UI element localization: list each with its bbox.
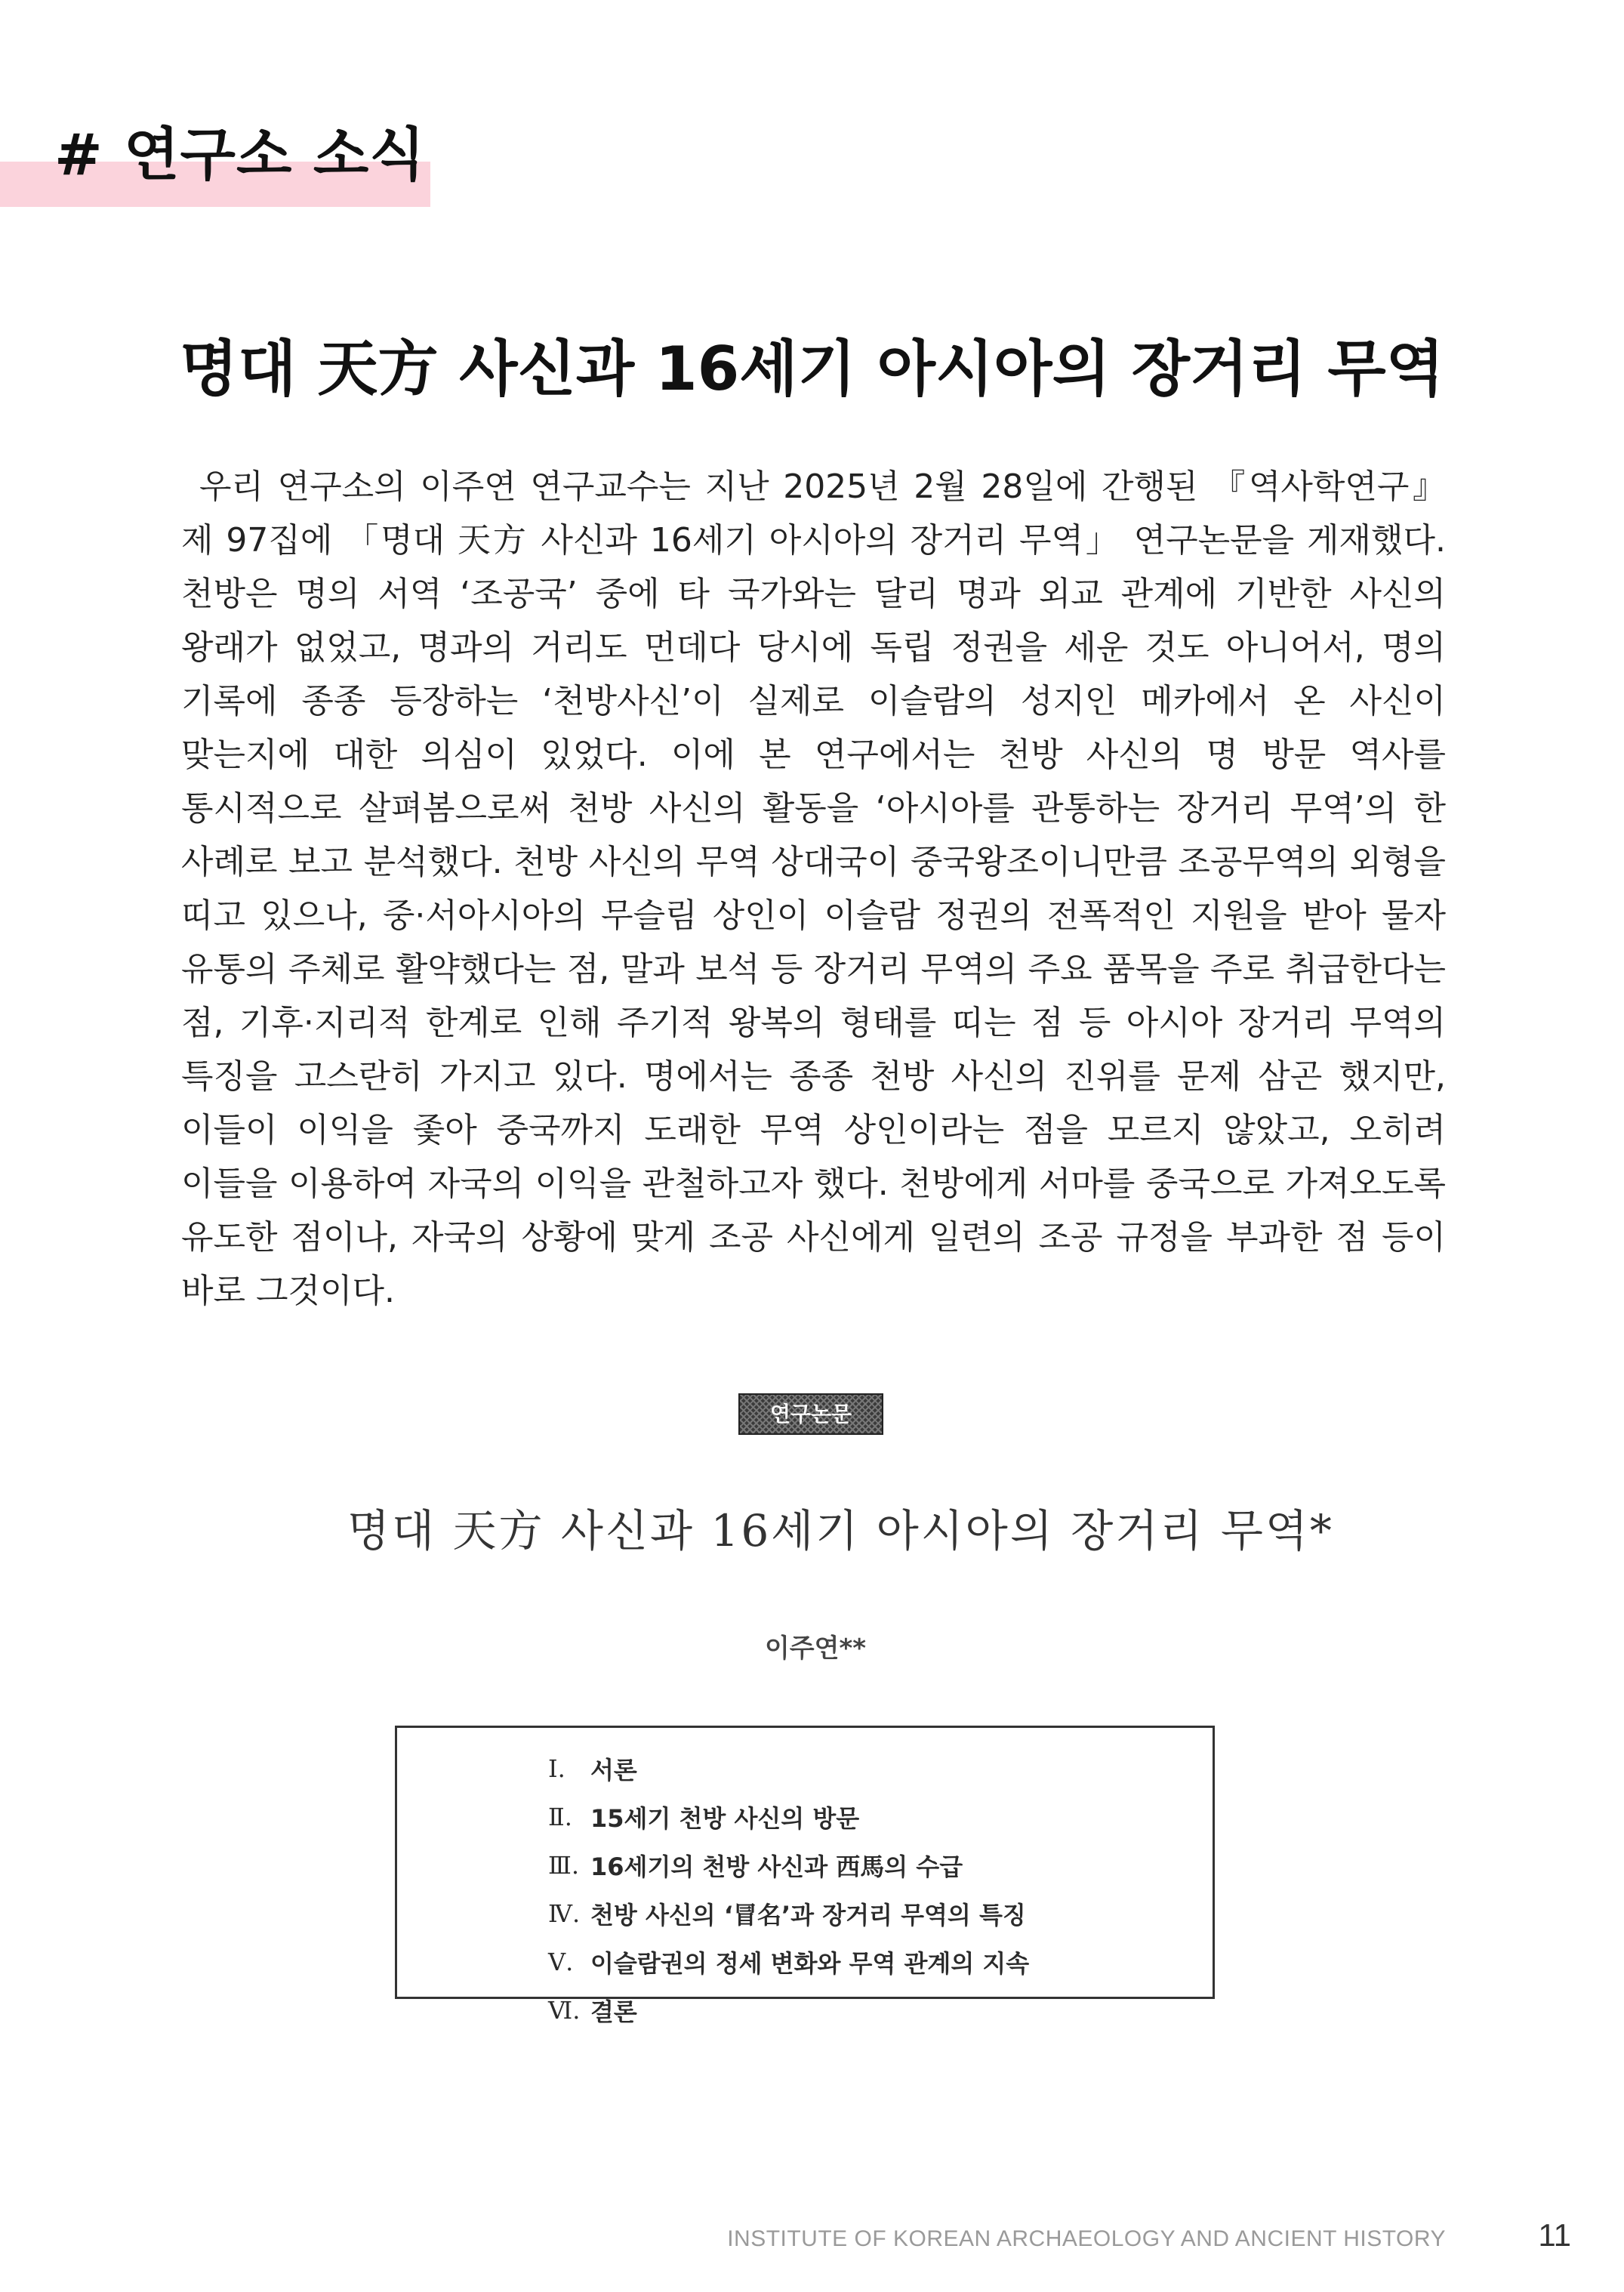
section-tag-label: # 연구소 소식 bbox=[54, 121, 426, 188]
toc-item bbox=[548, 1986, 1029, 2034]
toc-item bbox=[548, 1793, 1029, 1841]
table-of-contents bbox=[395, 1726, 1215, 2026]
paper-title: 명대 天方 사신과 16세기 아시아의 장거리 무역* bbox=[347, 1505, 1334, 1556]
toc-item-number: Ⅱ. bbox=[548, 1803, 572, 1831]
toc-item-label: 결론 bbox=[590, 1997, 637, 2026]
toc-item bbox=[548, 1938, 1029, 1986]
toc-item-number: Ⅰ. bbox=[548, 1754, 565, 1783]
article-title: 명대 天方 사신과 16세기 아시아의 장거리 무역 bbox=[180, 333, 1444, 404]
toc-item-label: 서론 bbox=[590, 1756, 637, 1785]
paper-type-badge: 연구논문 bbox=[738, 1393, 883, 1435]
toc-item bbox=[548, 1744, 1029, 1793]
toc-item-label: 천방 사신의 ‘冒名’과 장거리 무역의 특징 bbox=[590, 1901, 1026, 1930]
toc-item bbox=[548, 1841, 1029, 1889]
section-tag bbox=[0, 98, 430, 211]
toc-item-label: 15세기 천방 사신의 방문 bbox=[590, 1804, 860, 1833]
paper-scan bbox=[347, 1374, 1334, 2054]
article-body-text: 우리 연구소의 이주연 연구교수는 지난 2025년 2월 28일에 간행된 『역사학연구』 제 97집에 「명대 天方 사신과 16세기 아시아의 장거리 무역」 연구논문을 게재했다. 천방은 명의 서역 ‘조공국’ 중에 타 국가와는 달리 명과 외교 관계에 기반한 사신의 왕래가 없었고, 명과의 거리도 먼데다 당시에 독립 정권을 세운 것도 아니어서, 명의 기록에 종종 등장하는 ‘천방사신’이 실제로 이슬람의 성지인 메카에서 온 사신이 맞는지에 대한 의심이 있었다. 이에 본 연구에서는 천방 사신의 명 방문 역사를 통시적으로 살펴봄으로써 천방 사신의 활동을 ‘아시아를 관통하는 장거리 무역’의 한 사례로 보고 분석했다. 천방 사신의 무역 상대국이 중국왕조이니만큼 조공무역의 외형을 띠고 있으나, 중·서아시아의 무슬림 상인이 이슬람 정권의 전폭적인 지원을 받아 물자 유통의 주체로 활약했다는 점, 말과 보석 등 장거리 무역의 주요 품목을 주로 취급한다는 점, 기후·지리적 한계로 인해 주기적 왕복의 형태를 띠는 점 등 아시아 장거리 무역의 특징을 고스란히 가지고 있다. 명에서는 종종 천방 사신의 진위를 문제 삼곤 했지만, 이들이 이익을 좇아 중국까지 도래한 무역 상인이라는 점을 모르지 않았고, 오히려 이들을 이용하여 자국의 이익을 관철하고자 했다. 천방에게 서마를 중국으로 가져오도록 유도한 점이나, 자국의 상황에 맞게 조공 사신에게 일련의 조공 규정을 부과한 점 등이 바로 그것이다. bbox=[181, 467, 1447, 1310]
toc-item-label: 16세기의 천방 사신과 西馬의 수급 bbox=[590, 1852, 963, 1881]
toc-item-label: 이슬람권의 정세 변화와 무역 관계의 지속 bbox=[590, 1949, 1030, 1978]
article-body bbox=[181, 460, 1446, 1318]
toc-item-number: Ⅴ. bbox=[548, 1948, 574, 1976]
toc-item-number: Ⅲ. bbox=[548, 1851, 580, 1880]
page-number: 11 bbox=[1538, 2217, 1571, 2253]
toc-item bbox=[548, 1889, 1029, 1938]
toc-item-number: Ⅳ. bbox=[548, 1899, 581, 1928]
toc-item-number: Ⅵ. bbox=[548, 1996, 581, 2025]
paper-author: 이주연** bbox=[764, 1633, 867, 1664]
footer-institute-name: INSTITUTE OF KOREAN ARCHAEOLOGY AND ANCIENT HISTORY bbox=[727, 2226, 1446, 2251]
